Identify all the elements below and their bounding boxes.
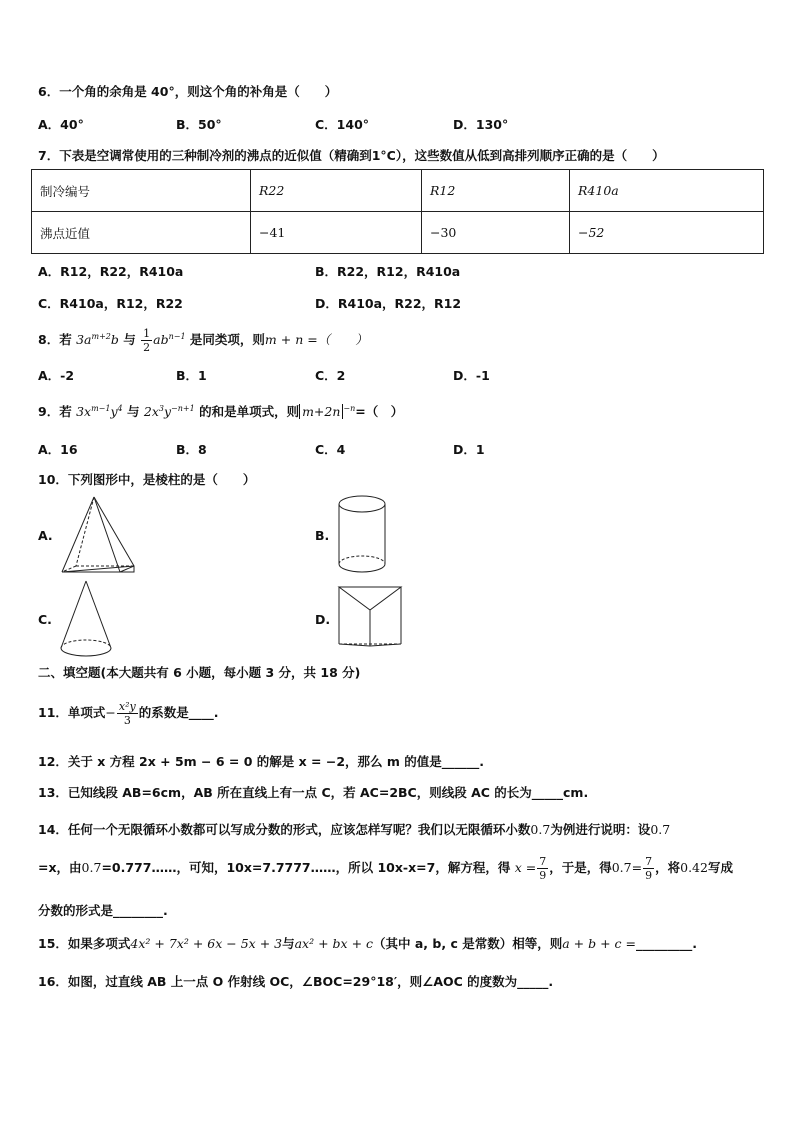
table-cell: R12 bbox=[422, 170, 570, 212]
q7-text: 下表是空调常使用的三种制冷剂的沸点的近似值（精确到1°C），这些数值从低到高排列顺序正确的是（ ） bbox=[59, 148, 665, 163]
q14-line1 bbox=[38, 820, 670, 838]
q14-line3: 分数的形式是________. bbox=[38, 903, 168, 918]
pyramid-figure bbox=[60, 494, 140, 576]
q9-option-d: D．1 bbox=[453, 442, 485, 457]
q9-tail: =（ ） bbox=[355, 404, 404, 419]
q9-stem bbox=[38, 402, 403, 420]
q14-line1b: 为例进行说明：设 bbox=[550, 822, 651, 837]
q15-polynomial: 4x² + 7x² + 6x − 5x + 3 bbox=[130, 936, 283, 951]
q14-eq: = bbox=[631, 860, 643, 875]
q15-mid: 与 bbox=[282, 936, 295, 951]
q9-term2 bbox=[144, 404, 195, 419]
triangular-prism-figure bbox=[336, 584, 406, 650]
q10-text: 下列图形中，是棱柱的是（ ） bbox=[67, 472, 256, 487]
q7-number: 7． bbox=[38, 148, 60, 163]
q11-frac-num: x²y bbox=[118, 700, 136, 713]
q9-term2-tail: y bbox=[163, 404, 172, 419]
q8-frac-den: 2 bbox=[143, 341, 151, 355]
table-cell: 沸点近值 bbox=[32, 212, 251, 254]
q14-l2e: 写成 bbox=[707, 860, 733, 875]
q7-table bbox=[31, 169, 764, 254]
q14-repeating-decimal: 0.7 bbox=[530, 822, 551, 837]
q10-label-a: A. bbox=[38, 528, 53, 543]
q9-term1-base: 3x bbox=[76, 404, 92, 419]
q16-text: 如图，过直线 AB 上一点 O 作射线 OC，∠BOC=29°18′，则∠AOC 的度数为_____. bbox=[67, 974, 554, 989]
q7-option-d: D．R410a，R22，R12 bbox=[315, 296, 462, 311]
q11-pre: 单项式 bbox=[67, 705, 106, 720]
table-cell: 制冷编号 bbox=[32, 170, 251, 212]
q14-fraction bbox=[643, 855, 654, 882]
q12-text: 关于 x 方程 2x + 5m − 6 = 0 的解是 x = −2，那么 m 的值是______. bbox=[67, 754, 485, 769]
q14-frac-num: 7 bbox=[539, 855, 547, 868]
q12-stem bbox=[38, 752, 484, 770]
table-cell: −52 bbox=[570, 212, 764, 254]
q14-fraction bbox=[537, 855, 548, 882]
q8-expr: m + n =（ ） bbox=[264, 332, 368, 348]
q13-number: 13． bbox=[38, 785, 68, 800]
q10-label-b: B. bbox=[315, 528, 330, 543]
q15-blank: _________. bbox=[635, 936, 697, 951]
q15-stem bbox=[38, 934, 697, 952]
q14-frac-den: 9 bbox=[539, 869, 547, 882]
q9-option-c: C．4 bbox=[315, 442, 346, 457]
q9-term2-tail-exp: −n+1 bbox=[171, 403, 195, 413]
q14-xeq: x = bbox=[514, 860, 537, 875]
q14-repeating-decimal: 0.7 bbox=[611, 860, 632, 875]
q8-term2 bbox=[153, 332, 185, 347]
q16-stem bbox=[38, 972, 553, 990]
q8-mid: 与 bbox=[123, 332, 136, 348]
q15-ask: a + b + c = bbox=[562, 936, 636, 951]
cone-figure bbox=[58, 578, 114, 664]
q8-term1-tail: b bbox=[110, 332, 119, 348]
table-cell: −30 bbox=[422, 212, 570, 254]
table-cell: R410a bbox=[570, 170, 764, 212]
q8-post: 是同类项，则 bbox=[189, 332, 265, 348]
q8-pre: 若 bbox=[59, 332, 72, 348]
q8-fraction bbox=[141, 327, 152, 354]
q9-term1-exp: m−1 bbox=[91, 403, 111, 413]
q8-option-c: C．2 bbox=[315, 368, 346, 383]
q11-stem bbox=[38, 695, 218, 731]
q13-stem bbox=[38, 783, 588, 801]
q11-frac-den: 3 bbox=[123, 714, 131, 727]
section-heading: 二、填空题(本大题共有 6 小题，每小题 3 分，共 18 分) bbox=[38, 665, 361, 680]
q8-stem bbox=[38, 322, 368, 355]
q8-option-d: D．-1 bbox=[453, 368, 490, 383]
q6-option-b: B．50° bbox=[176, 117, 222, 132]
q8-frac-num: 1 bbox=[143, 327, 151, 341]
q6-option-c: C．140° bbox=[315, 117, 370, 132]
q7-stem bbox=[38, 146, 665, 164]
q10-label-c: C. bbox=[38, 612, 52, 627]
q14-frac-num: 7 bbox=[645, 855, 653, 868]
q10-stem bbox=[38, 470, 255, 488]
q14-frac-den: 9 bbox=[645, 869, 653, 882]
q9-mid: 与 bbox=[127, 404, 140, 419]
q9-post: 的和是单项式，则 bbox=[199, 404, 300, 419]
q6-number: 6． bbox=[38, 84, 60, 99]
q15-note: （其中 a, b, c 是常数）相等，则 bbox=[373, 936, 563, 951]
q6-text: 一个角的余角是 40°，则这个角的补角是（ ） bbox=[59, 84, 338, 99]
q7-option-b: B．R22，R12，R410a bbox=[315, 264, 461, 279]
q13-text: 已知线段 AB=6cm，AB 所在直线上有一点 C，若 AC=2BC，则线段 AC 的长为_____cm. bbox=[67, 785, 589, 800]
q8-term1-base: 3a bbox=[76, 332, 92, 348]
q9-pre: 若 bbox=[59, 404, 72, 419]
q7-option-a: A．R12，R22，R410a bbox=[38, 264, 184, 279]
q8-number: 8． bbox=[38, 332, 60, 348]
q8-term2-base: ab bbox=[153, 332, 169, 348]
q11-post: 的系数是____. bbox=[138, 705, 219, 720]
q14-line2 bbox=[38, 852, 733, 884]
q8-term1 bbox=[76, 332, 119, 347]
q8-term1-exp: m+2 bbox=[91, 332, 111, 341]
q16-number: 16． bbox=[38, 974, 68, 989]
q9-abs: m+2n bbox=[299, 404, 343, 419]
q12-number: 12． bbox=[38, 754, 68, 769]
q11-fraction bbox=[117, 700, 138, 727]
q9-term2-base: 2x bbox=[143, 404, 159, 419]
q15-number: 15． bbox=[38, 936, 68, 951]
q9-term1 bbox=[76, 404, 123, 419]
q10-label-d: D. bbox=[315, 612, 331, 627]
q14-repeating-decimal: 0.7 bbox=[81, 860, 102, 875]
q6-stem bbox=[38, 82, 337, 100]
q14-repeating-decimal: 0.7 bbox=[650, 822, 671, 837]
q8-option-b: B．1 bbox=[176, 368, 207, 383]
q14-repeating-decimal: 0.42 bbox=[680, 860, 708, 875]
q10-number: 10． bbox=[38, 472, 68, 487]
q14-number: 14． bbox=[38, 822, 68, 837]
q14-line1-text: 任何一个无限循环小数都可以写成分数的形式，应该怎样写呢？我们以无限循环小数 bbox=[67, 822, 531, 837]
q14-l2b: =0.777……，可知，10x=7.7777……，所以 10x-x=7，解方程，得 bbox=[101, 860, 511, 875]
q14-l2d: ，将 bbox=[655, 860, 681, 875]
table-cell: R22 bbox=[251, 170, 422, 212]
cylinder-figure bbox=[336, 494, 388, 576]
table-row bbox=[32, 170, 764, 212]
q9-option-b: B．8 bbox=[176, 442, 207, 457]
q8-option-a: A．-2 bbox=[38, 368, 75, 383]
q15-pre: 如果多项式 bbox=[67, 936, 131, 951]
q9-option-a: A．16 bbox=[38, 442, 78, 457]
q9-term1-tail: y bbox=[110, 404, 118, 419]
q9-term1-tail-exp: 4 bbox=[117, 403, 123, 413]
q11-neg: − bbox=[105, 705, 116, 720]
table-row bbox=[32, 212, 764, 254]
q14-l2c: ，于是，得 bbox=[549, 860, 612, 875]
q9-abs-exp: −n bbox=[343, 403, 356, 413]
q7-option-c: C．R410a，R12，R22 bbox=[38, 296, 183, 311]
q14-l2a: =x，由 bbox=[38, 860, 82, 875]
table-cell: −41 bbox=[251, 212, 422, 254]
q9-number: 9． bbox=[38, 404, 60, 419]
q6-option-d: D．130° bbox=[453, 117, 509, 132]
q8-term2-exp: n−1 bbox=[168, 332, 186, 341]
q15-polynomial-2: ax² + bx + c bbox=[294, 936, 374, 951]
q9-term2-exp: 3 bbox=[158, 403, 164, 413]
q11-number: 11． bbox=[38, 705, 68, 720]
q6-option-a: A．40° bbox=[38, 117, 84, 132]
